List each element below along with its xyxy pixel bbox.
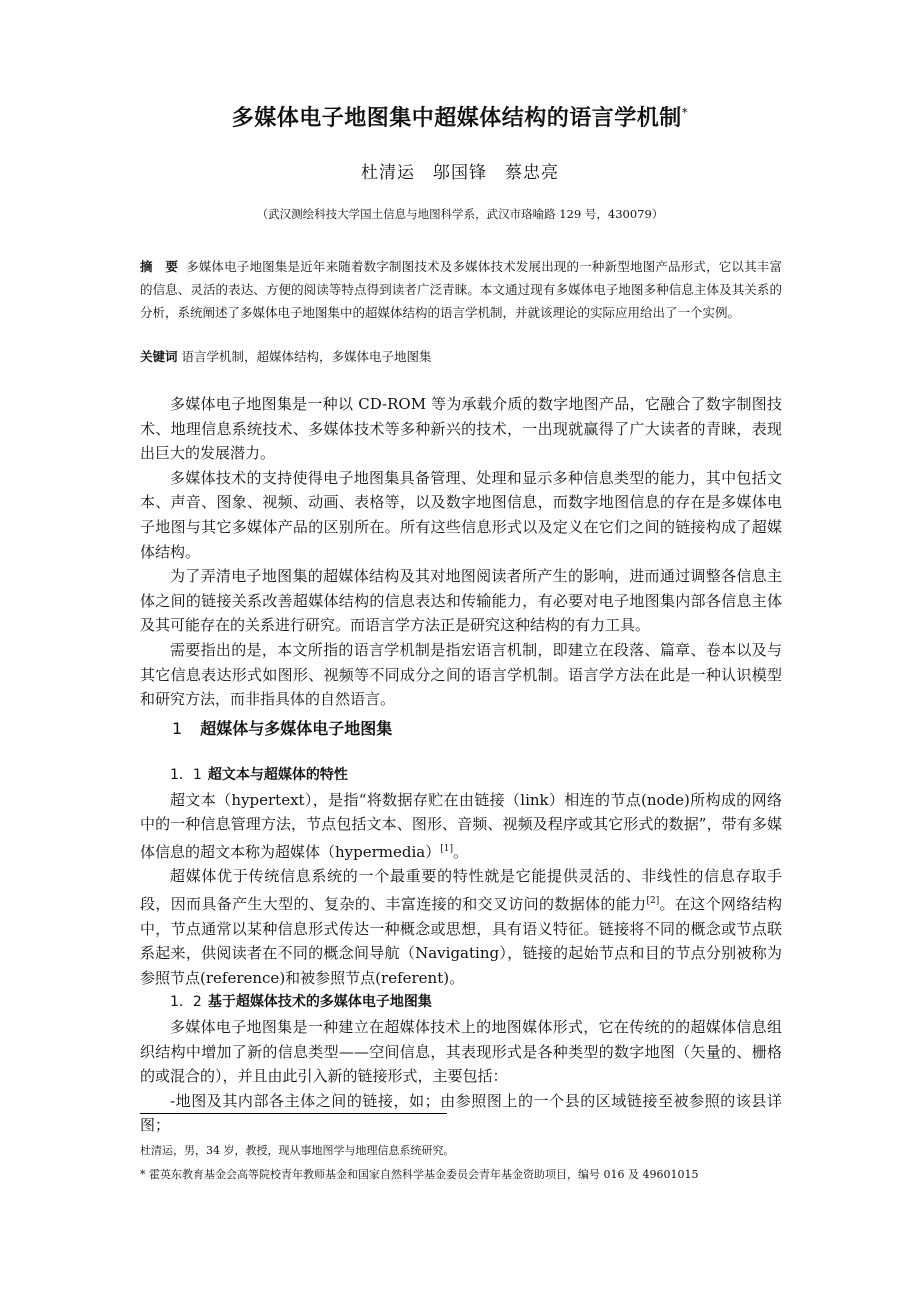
title-footnote-mark: * xyxy=(681,105,689,120)
author-list: 杜清运 邬国锋 蔡忠亮 xyxy=(361,163,559,183)
introduction xyxy=(140,392,782,712)
paper-title-text: 多媒体电子地图集中超媒体结构的语言学机制 xyxy=(231,106,682,131)
body-paragraph: 多媒体电子地图集是一种建立在超媒体技术上的地图媒体形式，它在传统的的超媒体信息组织结构中增加了新的信息类型——空间信息，其表现形式是各种类型的数字地图（矢量的、栅格的或混合的），并且由此引入新的链接形式，主要包括： xyxy=(140,1017,782,1086)
author-footnote: 杜清运，男，34 岁，教授，现从事地图学与地理信息系统研究。 xyxy=(140,1144,455,1157)
subsection-title: 基于超媒体技术的多媒体电子地图集 xyxy=(207,994,432,1011)
abstract-label: 摘 要 xyxy=(140,259,179,274)
section-1-body xyxy=(140,763,782,1138)
intro-paragraph: 多媒体技术的支持使得电子地图集具备管理、处理和显示多种信息类型的能力，其中包括文本、声音、图象、视频、动画、表格等，以及数字地图信息，而数字地图信息的存在是多媒体电子地图与其它多媒体产品的区别所在。所有这些信息形式以及定义在它们之间的链接构成了超媒体结构。 xyxy=(140,468,782,561)
intro-paragraph: 需要指出的是，本文所指的语言学机制是指宏语言机制，即建立在段落、篇章、卷本以及与其它信息表达形式如图形、视频等不同成分之间的语言学机制。语言学方法在此是一种认识模型和研究方法，而非指具体的自然语言。 xyxy=(140,640,782,709)
subsection-number: 1．1 xyxy=(170,767,202,783)
funding-footnote: * 霍英东教育基金会高等院校青年教师基金和国家自然科学基金委员会青年基金资助项目，编号 016 及 49601015 xyxy=(140,1168,699,1181)
body-paragraph xyxy=(140,788,782,865)
paragraph-text: 超文本（hypertext），是指“将数据存贮在由链接（link）相连的节点(node)所构成的网络中的一种信息管理方法，节点包括文本、图形、音频、视频及程序或其它形式的数据”，带有多媒体信息的超文本称为超媒体（hypermedia） xyxy=(140,790,782,861)
section-title: 超媒体与多媒体电子地图集 xyxy=(200,719,393,738)
subsection-heading xyxy=(140,763,782,788)
keywords xyxy=(140,347,782,367)
paragraph-end: 。在这个网络结构中，节点通常以某种信息形式传达一种概念或思想，具有语义特征。链接将不同的概念或节点联系起来，供阅读者在不同的概念间导航（Navigating），链接的起始节点和目的节点分别被称为参照节点(reference)和被参照节点(referent)。 xyxy=(140,894,782,987)
paragraph-end: 。 xyxy=(452,842,468,861)
subsection-heading xyxy=(140,990,782,1015)
body-paragraph: -地图及其内部各主体之间的链接，如；由参照图上的一个县的区域链接至被参照的该县详图； xyxy=(140,1091,782,1135)
paper-title xyxy=(0,101,920,132)
citation-ref: [1] xyxy=(440,843,453,854)
keywords-label: 关键词 xyxy=(140,349,178,364)
abstract xyxy=(140,255,782,324)
body-paragraph xyxy=(140,864,782,990)
paragraph-text: 超媒体优于传统信息系统的一个最重要的特性就是它能提供灵活的、非线性的信息存取手段，因而具备产生大型的、复杂的、丰富连接的和交叉访问的数据体的能力 xyxy=(140,867,782,913)
keywords-text: 语言学机制，超媒体结构，多媒体电子地图集 xyxy=(181,349,432,364)
affiliation: （武汉测绘科技大学国土信息与地图科学系，武汉市珞喻路 129 号，430079） xyxy=(256,207,664,221)
section-number: 1 xyxy=(172,719,183,738)
subsection-number: 1．2 xyxy=(170,994,202,1011)
intro-paragraph: 多媒体电子地图集是一种以 CD-ROM 等为承载介质的数字地图产品，它融合了数字制图技术、地理信息系统技术、多媒体技术等多种新兴的技术，一出现就赢得了广大读者的青睐，表现出巨大的发展潜力。 xyxy=(140,395,782,463)
section-heading xyxy=(172,716,392,739)
citation-ref: [2] xyxy=(646,895,660,906)
abstract-text: 多媒体电子地图集是近年来随着数字制图技术及多媒体技术发展出现的一种新型地图产品形式，它以其丰富的信息、灵活的表达、方便的阅读等特点得到读者广泛青睐。本文通过现有多媒体电子地图多种信息主体及其关系的分析，系统阐述了多媒体电子地图集中的超媒体结构的语言学机制，并就该理论的实际应用给出了一个实例。 xyxy=(140,259,782,320)
footnote-divider xyxy=(140,1113,447,1114)
intro-paragraph: 为了弄清电子地图集的超媒体结构及其对地图阅读者所产生的影响，进而通过调整各信息主体之间的链接关系改善超媒体结构的信息表达和传输能力，有必要对电子地图集内部各信息主体及其可能存在的关系进行研究。而语言学方法正是研究这种结构的有力工具。 xyxy=(140,567,782,635)
subsection-title: 超文本与超媒体的特性 xyxy=(207,767,348,783)
